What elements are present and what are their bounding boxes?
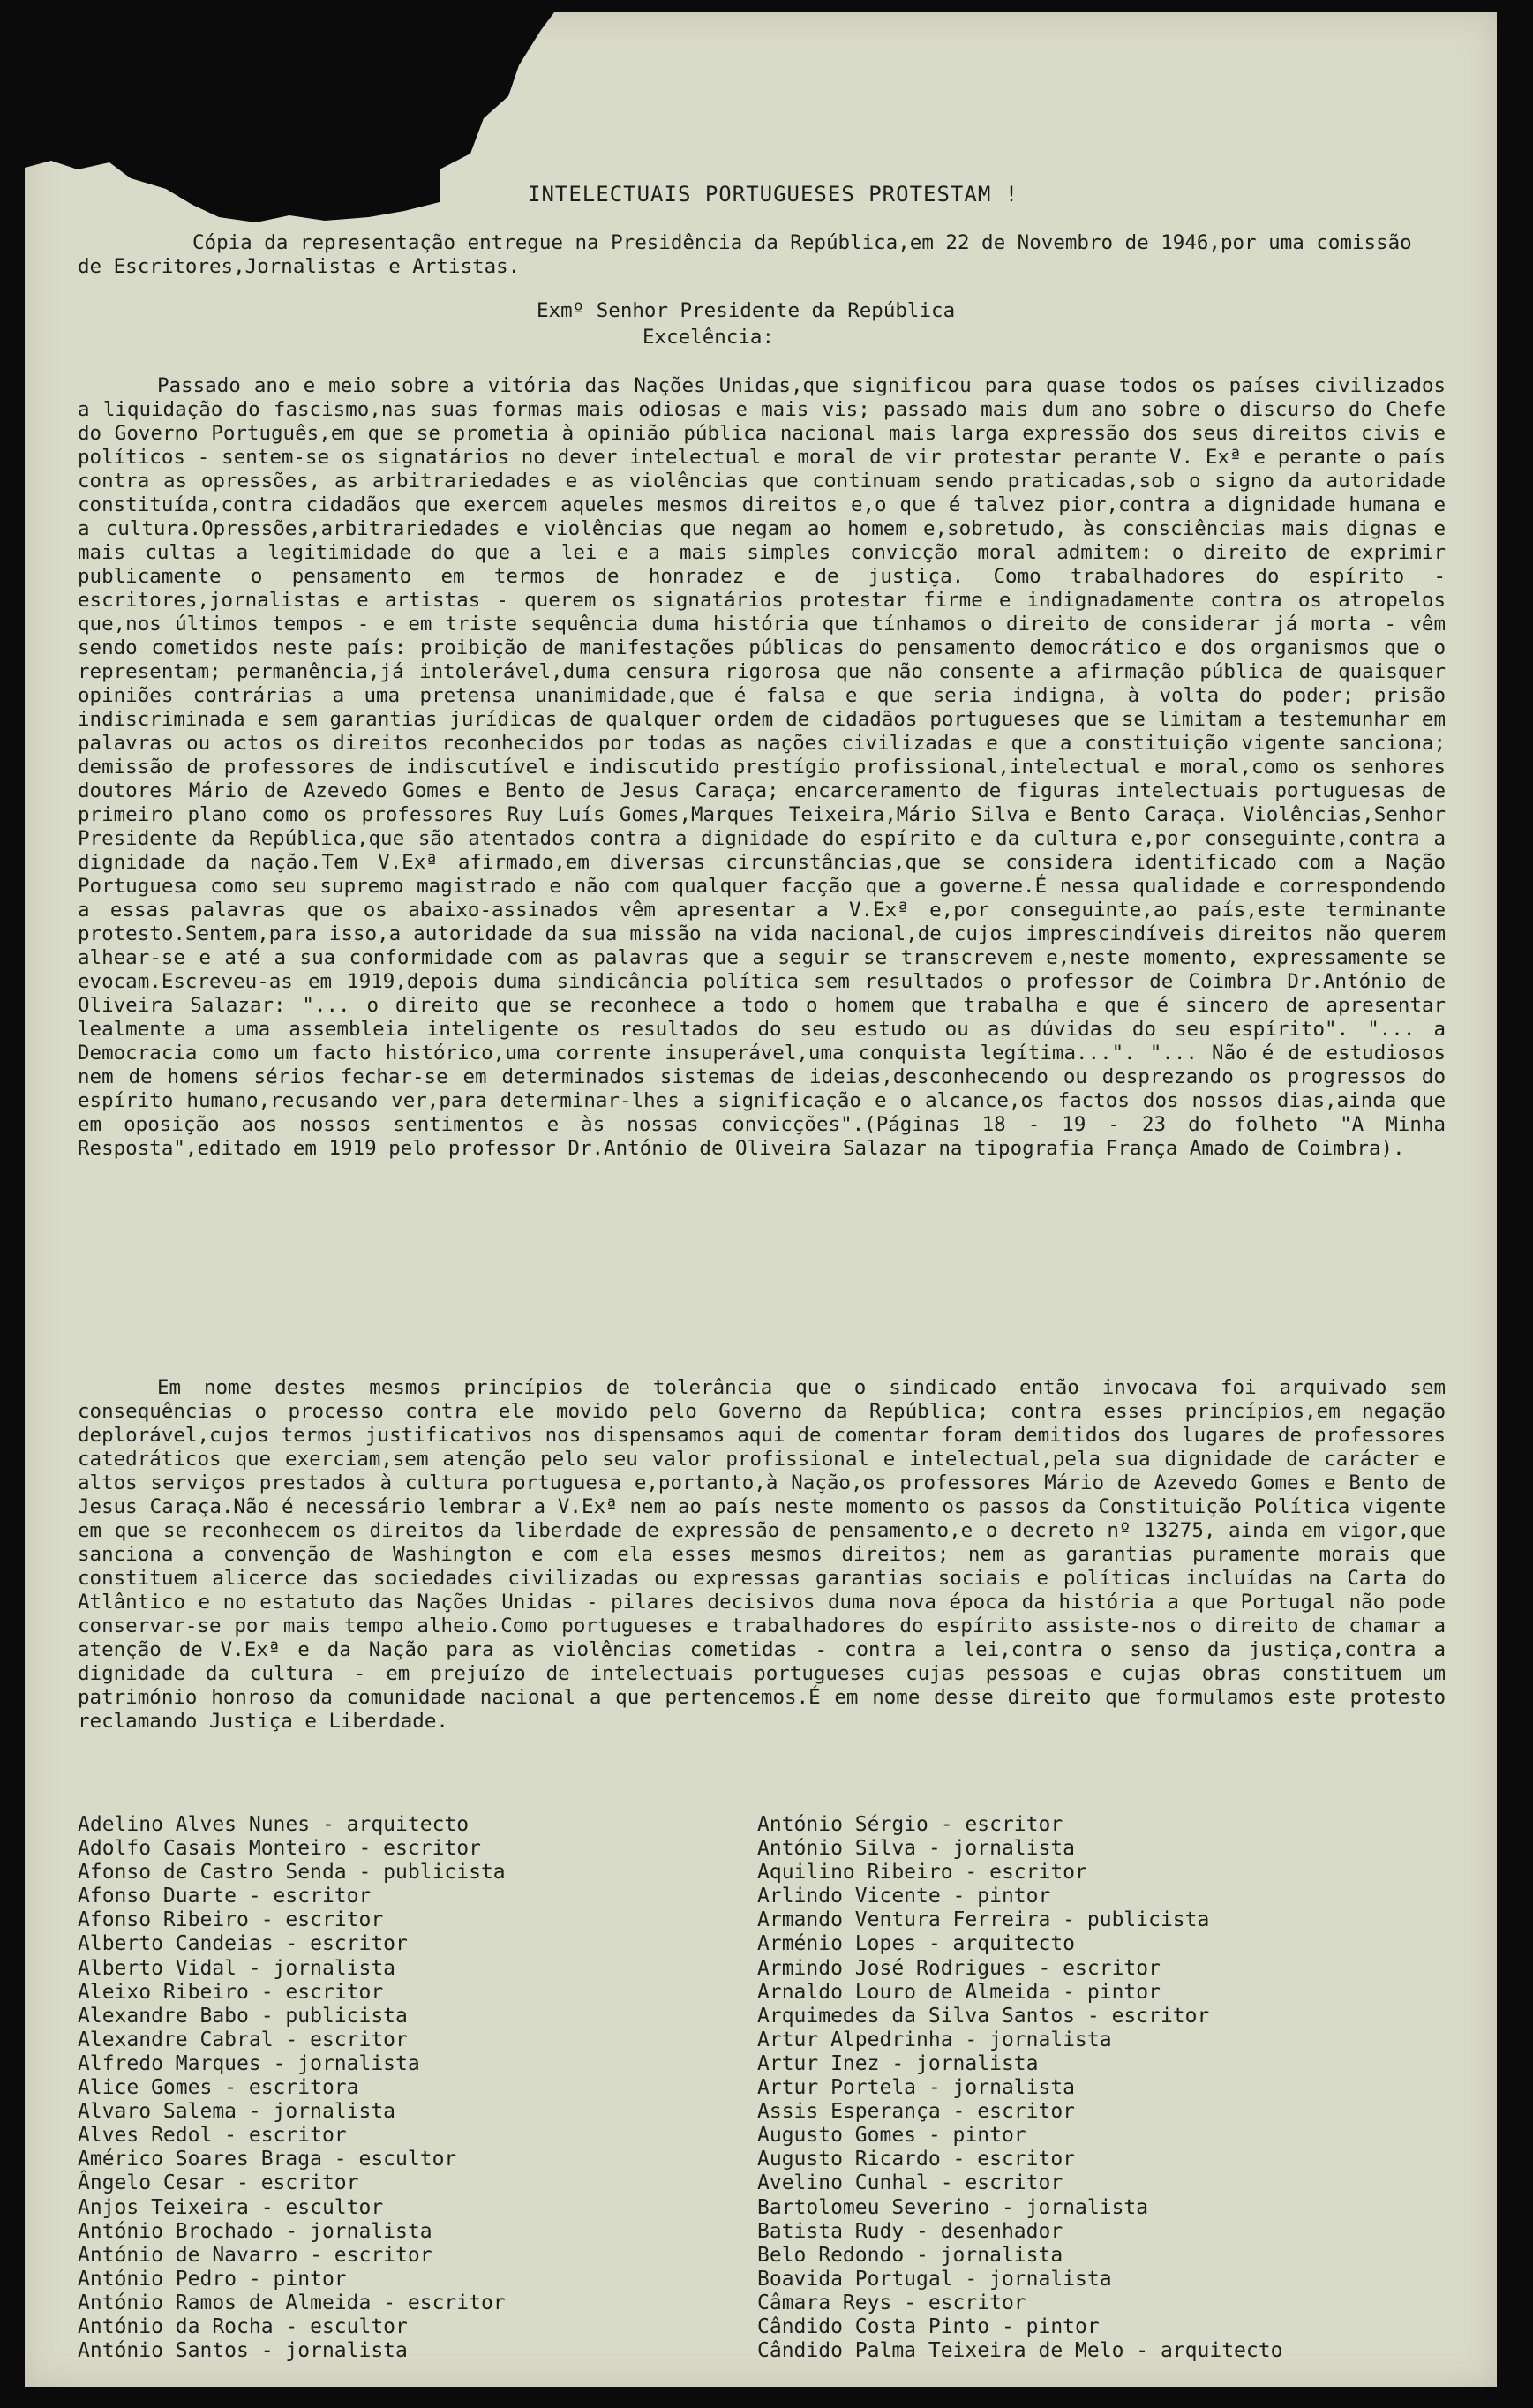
signatory: António Silva - jornalista bbox=[757, 1837, 1076, 1861]
signatory: Arnaldo Louro de Almeida - pintor bbox=[757, 1980, 1161, 2004]
signatory: Aleixo Ribeiro - escritor bbox=[78, 1980, 384, 2004]
signatory: Augusto Ricardo - escritor bbox=[757, 2148, 1076, 2171]
signatory: Alfredo Marques - jornalista bbox=[78, 2051, 420, 2075]
signatory: Afonso Ribeiro - escritor bbox=[78, 1908, 384, 1932]
salutation-line-1: Exmº Senhor Presidente da República bbox=[537, 299, 956, 322]
salutation-line-2: Excelência: bbox=[643, 326, 775, 349]
intro-text: Cópia da representação entregue na Presidência da República,em 22 de Novembro de 1946,por uma comissão de Escritores,Jornalistas e Artistas. bbox=[78, 231, 1412, 278]
signatory: Afonso Duarte - escritor bbox=[78, 1885, 372, 1908]
signatory: Arménio Lopes - arquitecto bbox=[757, 1932, 1076, 1956]
signatory: Aquilino Ribeiro - escritor bbox=[757, 1861, 1087, 1885]
signatory: Augusto Gomes - pintor bbox=[757, 2124, 1026, 2148]
document-page bbox=[25, 12, 1497, 2387]
signatory: Cândido Palma Teixeira de Melo - arquitecto bbox=[757, 2339, 1283, 2363]
signatory: Cândido Costa Pinto - pintor bbox=[757, 2314, 1100, 2338]
signatory: Adelino Alves Nunes - arquitecto bbox=[78, 1813, 470, 1836]
signatory: António Ramos de Almeida - escritor bbox=[78, 2291, 506, 2314]
signatory: Artur Inez - jornalista bbox=[757, 2051, 1039, 2075]
signatory: Armando Ventura Ferreira - publicista bbox=[757, 1908, 1210, 1932]
signatory: Artur Alpedrinha - jornalista bbox=[757, 2028, 1112, 2051]
signatory: António Brochado - jornalista bbox=[78, 2219, 432, 2243]
signatory: Alice Gomes - escritora bbox=[78, 2076, 359, 2100]
signatory: António Pedro - pintor bbox=[78, 2267, 347, 2291]
signatory: Belo Redondo - jornalista bbox=[757, 2243, 1063, 2267]
signatory: Alexandre Babo - publicista bbox=[78, 2004, 408, 2028]
signatory: Câmara Reys - escritor bbox=[757, 2291, 1026, 2314]
signatory: Alberto Candeias - escritor bbox=[78, 1932, 408, 1956]
signatory: Alberto Vidal - jornalista bbox=[78, 1956, 396, 1980]
signatory: Boavida Portugal - jornalista bbox=[757, 2267, 1112, 2291]
signatory: Assis Esperança - escritor bbox=[757, 2100, 1076, 2124]
signatory: Alexandre Cabral - escritor bbox=[78, 2028, 408, 2051]
signatory: Ângelo Cesar - escritor bbox=[78, 2171, 359, 2195]
signatory: Batista Rudy - desenhador bbox=[757, 2219, 1063, 2243]
body-paragraph-1: Passado ano e meio sobre a vitória das Nações Unidas,que significou para quase todos os países civilizados a liquidação do fascismo,nas suas formas mais odiosas e mais vis; passado mais dum ano sobre o discurso do Chefe do Governo Português,em que se prometia à opinião pública nacional mais larga expressão dos seus direitos civis e políticos - sentem-se os signatários no dever intelectual e moral de vir protestar perante V. Exª e perante o país contra as opressões, as arbitrariedades e as violências que continuam sendo praticadas,sob o signo da autoridade constituída,contra cidadãos que exercem aqueles mesmos direitos e,o que é talvez pior,contra a dignidade humana e a cultura.Opressões,arbitrariedades e violências que negam ao homem e,sobretudo, às consciências mais dignas e mais cultas a legitimidade do que a lei e a mais simples convicção moral admitem: o direito de exprimir publicamente o pensamento em termos de honradez e de justiça. Como trabalhadores do espírito - escritores,jornalistas e artistas - querem os signatários protestar firme e indignadamente contra os atropelos que,nos últimos tempos - e em triste sequência duma história que tínhamos o direito de considerar já morta - vêm sendo cometidos neste país: proibição de manifestações públicas do pensamento democrático e dos organismos que o representam; permanência,já intolerável,duma censura rigorosa que não consente a afirmação pública de quaisquer opiniões contrárias a uma pretensa unanimidade,que é falsa e que seria indigna, à volta do poder; prisão indiscriminada e sem garantias jurídicas de qualquer ordem de cidadãos portugueses que se limitam a testemunhar em palavras ou actos os direitos reconhecidos por todas as nações civilizadas e que a constituição vigente sanciona; demissão de professores de indiscutível e indiscutido prestígio profissional,intelectual e moral,como os senhores doutores Mário de Azevedo Gomes e Bento de Jesus Caraça; encarceramento de figuras intelectuais portuguesas de primeiro plano como os professores Ruy Luís Gomes,Marques Teixeira,Mário Silva e Bento Caraça. Violências,Senhor Presidente da República,que são atentados contra a dignidade do espírito e da cultura e,por conseguinte,contra a dignidade da nação.Tem V.Exª afirmado,em diversas circunstâncias,que se considera identificado com a Nação Portuguesa como seu supremo magistrado e não com qualquer facção que a governe.É nessa qualidade e correspondendo a essas palavras que os abaixo-assinados vêm apresentar a V.Exª e,por conseguinte,ao país,este terminante protesto.Sentem,para isso,a autoridade da sua missão na vida nacional,de cujos imprescindíveis direitos não querem alhear-se e até a sua conformidade com as palavras que a seguir se transcrevem e,neste momento, expressamente se evocam.Escreveu-as em 1919,depois duma sindicância política sem resultados o professor de Coimbra Dr.António de Oliveira Salazar: "... o direito que se reconhece a todo o homem que trabalha e que é sincero de apresentar lealmente a uma assembleia inteligente os resultados do seu estudo ou as dúvidas do seu espírito". "... a Democracia como um facto histórico,uma corrente insuperável,uma conquista legítima...". "... Não é de estudiosos nem de homens sérios fechar-se em determinados sistemas de ideias,desconhecendo ou desprezando os progressos do espírito humano,recusando ver,para determinar-lhes a significação e o alcance,os factos dos nossos dias,ainda que em oposição aos nossos sentimentos e às nossas convicções".(Páginas 18 - 19 - 23 do folheto "A Minha Resposta",editado em 1919 pelo professor Dr.António de Oliveira Salazar na tipografia França Amado de Coimbra). bbox=[78, 374, 1446, 1160]
signatory: Alves Redol - escritor bbox=[78, 2124, 347, 2148]
signatory: Artur Portela - jornalista bbox=[757, 2076, 1076, 2100]
signatories-right-column bbox=[757, 1813, 1428, 2363]
signatories-left-column bbox=[78, 1813, 748, 2363]
signatory: António Sérgio - escritor bbox=[757, 1813, 1063, 1836]
signatory: Afonso de Castro Senda - publicista bbox=[78, 1861, 506, 1885]
signatory: Américo Soares Braga - escultor bbox=[78, 2148, 457, 2171]
signatory: Adolfo Casais Monteiro - escritor bbox=[78, 1837, 481, 1861]
signatory: Avelino Cunhal - escritor bbox=[757, 2171, 1063, 2195]
torn-corner bbox=[25, 12, 554, 242]
signatory: Anjos Teixeira - escultor bbox=[78, 2195, 384, 2219]
signatory: Bartolomeu Severino - jornalista bbox=[757, 2195, 1149, 2219]
signatory: António Santos - jornalista bbox=[78, 2339, 408, 2363]
body-paragraph-2: Em nome destes mesmos princípios de tolerância que o sindicado então invocava foi arquivado sem consequências o processo contra ele movido pelo Governo da República; contra esses princípios,em negação deplorável,cujos termos justificativos nos dispensamos aqui de comentar foram demitidos dos lugares de professores catedráticos que exerciam,sem atenção pelo seu valor profissional e intelectual,pela sua dignidade de carácter e altos serviços prestados à cultura portuguesa e,portanto,à Nação,os professores Mário de Azevedo Gomes e Bento de Jesus Caraça.Não é necessário lembrar a V.Exª nem ao país neste momento os passos da Constituição Política vigente em que se reconhecem os direitos da liberdade de expressão de pensamento,e o decreto nº 13275, ainda em vigor,que sanciona a convenção de Washington e com ela esses mesmos direitos; nem as garantias puramente morais que constituem alicerce das sociedades civilizadas ou expressas garantias sociais e políticas incluídas na Carta do Atlântico e no estatuto das Nações Unidas - pilares decisivos duma nova época da história a que Portugal não pode conservar-se por mais tempo alheio.Como portugueses e trabalhadores do espírito assiste-nos o direito de chamar a atenção de V.Exª e da Nação para as violências cometidas - contra a lei,contra o senso da justiça,contra a dignidade da cultura - em prejuízo de intelectuais portugueses cujas pessoas e cujas obras constituem um património honroso da comunidade nacional a que pertencemos.É em nome desse direito que formulamos este protesto reclamando Justiça e Liberdade. bbox=[78, 1376, 1446, 1733]
signatory: António da Rocha - escultor bbox=[78, 2314, 408, 2338]
signatory: Arquimedes da Silva Santos - escritor bbox=[757, 2004, 1210, 2028]
signatory: António de Navarro - escritor bbox=[78, 2243, 432, 2267]
document-title: INTELECTUAIS PORTUGUESES PROTESTAM ! bbox=[528, 182, 1019, 207]
signatory: Armindo José Rodrigues - escritor bbox=[757, 1956, 1161, 1980]
signatory: Alvaro Salema - jornalista bbox=[78, 2100, 396, 2124]
signatory: Arlindo Vicente - pintor bbox=[757, 1885, 1051, 1908]
